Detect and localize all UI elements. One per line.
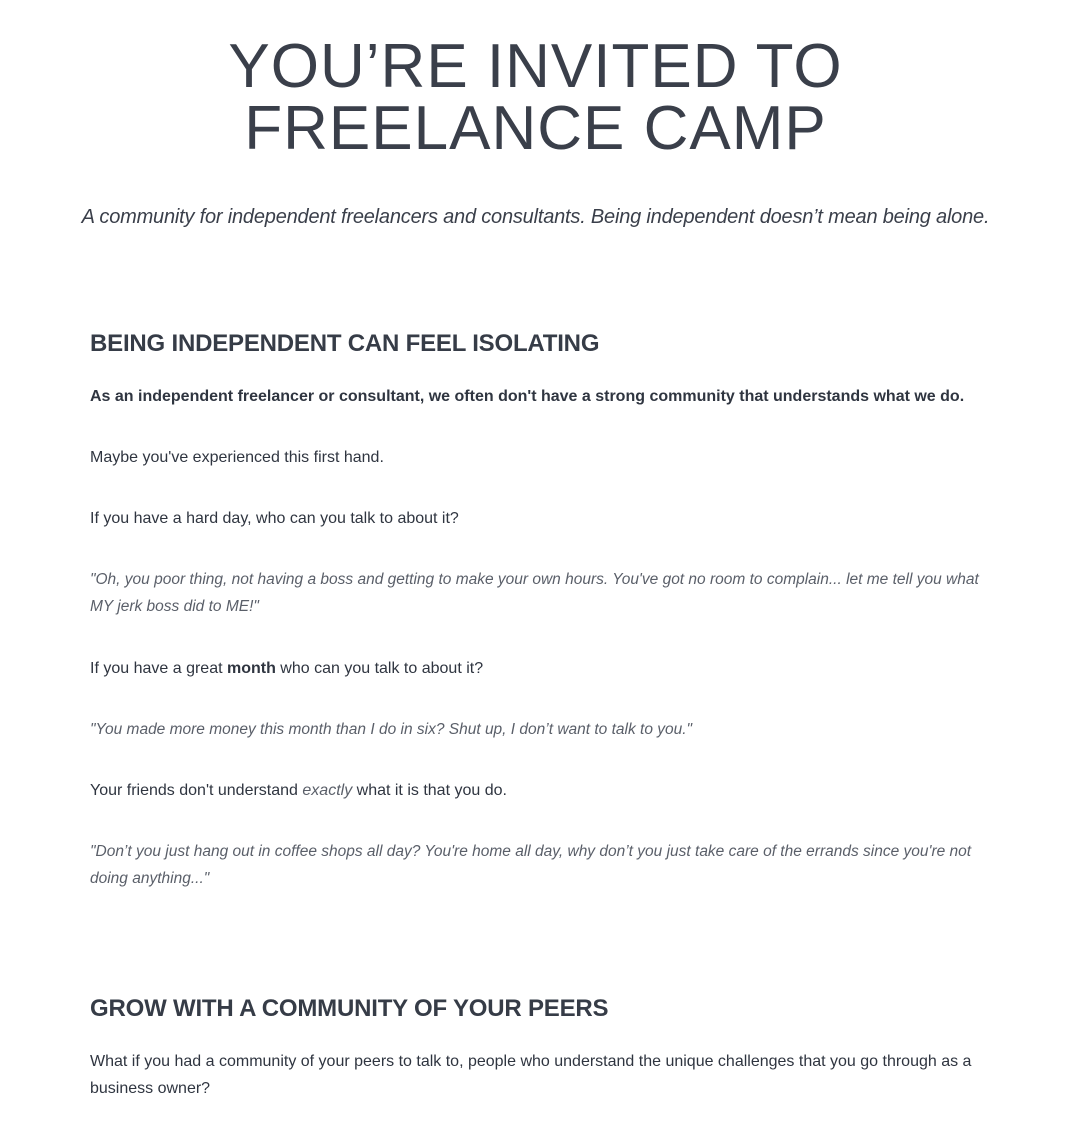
page-subtitle: A community for independent freelancers and consultants. Being independent doesn’t mean being alone.	[81, 206, 990, 228]
quote-coffee-shops: "Don’t you just hang out in coffee shops all day? You're home all day, why don’t you just take care of the errands since you're not doing anything..."	[90, 843, 972, 887]
section-isolating	[90, 330, 990, 910]
paragraph-friends	[90, 777, 980, 804]
quote-poor-thing: "Oh, you poor thing, not having a boss and getting to make your own hours. You've got no room to complain... let me tell you what MY jerk boss did to ME!"	[90, 571, 979, 615]
hero	[0, 0, 1071, 229]
section-community	[90, 995, 990, 1125]
paragraph-friends-start: Your friends don't understand	[90, 782, 303, 799]
page-title	[0, 32, 1071, 163]
paragraph-great-month	[90, 655, 980, 682]
paragraph-friends-emphasis: exactly	[302, 782, 353, 799]
paragraph-great-month-bold: month	[226, 660, 276, 677]
section-heading-community: GROW WITH A COMMUNITY OF YOUR PEERS	[90, 995, 609, 1022]
paragraph-great-month-end: who can you talk to about it?	[275, 660, 484, 677]
page-title-line-1: YOU’RE INVITED TO	[228, 32, 843, 101]
paragraph-hard-day: If you have a hard day, who can you talk to about it?	[90, 510, 459, 527]
section-heading-isolating: BEING INDEPENDENT CAN FEEL ISOLATING	[90, 330, 600, 357]
paragraph-community: What if you had a community of your peers to talk to, people who understand the unique challenges that you go through as a business owner?	[90, 1053, 972, 1097]
quote-more-money: "You made more money this month than I do in six? Shut up, I don’t want to talk to you."	[90, 721, 693, 738]
lead-paragraph: As an independent freelancer or consultant, we often don't have a strong community that understands what we do.	[90, 388, 965, 405]
paragraph-first-hand: Maybe you've experienced this first hand.	[90, 449, 384, 466]
paragraph-great-month-start: If you have a great	[90, 660, 227, 677]
page-title-line-2: FREELANCE CAMP	[244, 94, 827, 163]
paragraph-friends-end: what it is that you do.	[352, 782, 507, 799]
